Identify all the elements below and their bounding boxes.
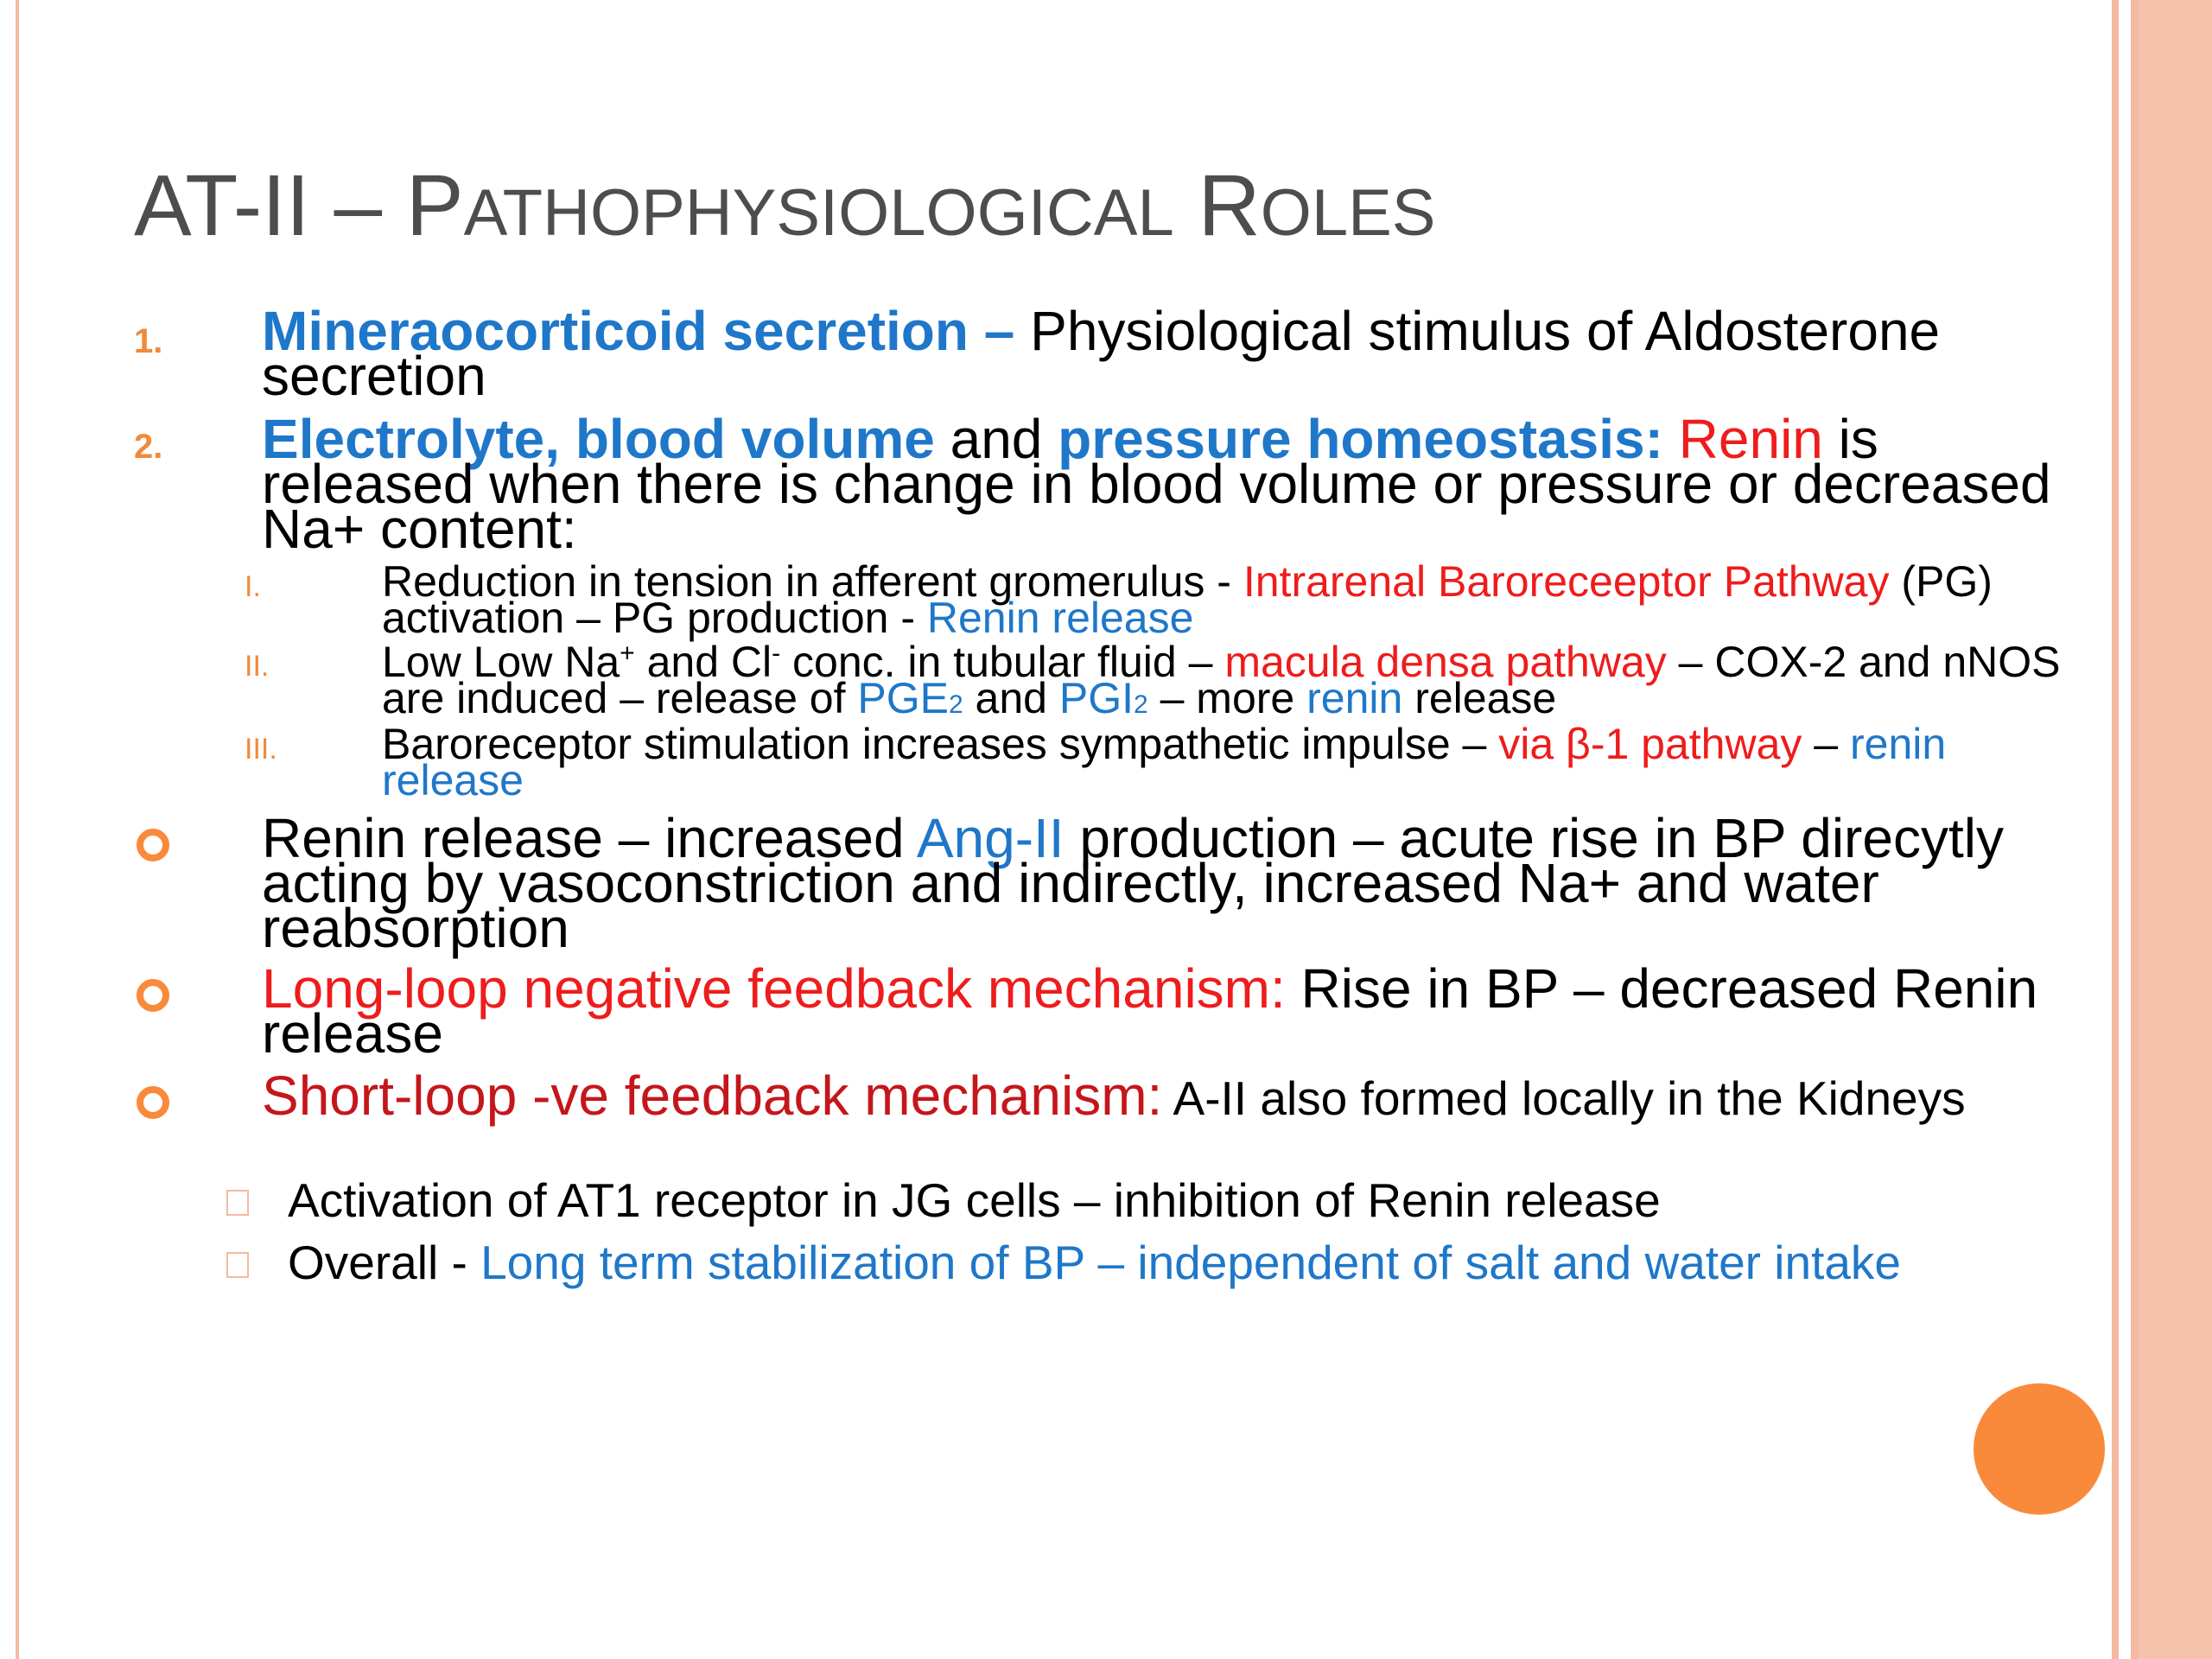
square-item-2: Overall - Long term stabilization of BP – independent of salt and water intake bbox=[288, 1236, 1902, 1289]
orange-circle-decoration bbox=[1974, 1383, 2105, 1515]
list-marker-2: 2. bbox=[134, 428, 163, 466]
sub-item-2: Low Low Na+ and Cl- conc. in tubular fluid – macula densa pathway – COX-2 and nNOS are induced – release of PGE2 and PGI2 – more renin release bbox=[382, 638, 2061, 722]
left-border-line bbox=[16, 0, 19, 1659]
list-marker-1: 1. bbox=[134, 322, 163, 360]
list-item-1: Mineraocorticoid secretion – Physiological stimulus of Aldosterone secretion bbox=[262, 300, 1941, 407]
sub-marker-1: I. bbox=[245, 570, 261, 603]
bullet-circle-2 bbox=[137, 979, 169, 1012]
square-marker-2 bbox=[226, 1252, 249, 1278]
square-item-1: Activation of AT1 receptor in JG cells – inhibition of Renin release bbox=[288, 1173, 1661, 1227]
bullet-item-1: Renin release – increased Ang-II production – acute rise in BP direcytly acting by vasoconstriction and indirectly, increased Na+ and water reabsorption bbox=[262, 807, 2004, 959]
square-marker-1 bbox=[226, 1190, 249, 1216]
sub-marker-2: II. bbox=[245, 650, 270, 683]
sub-item-3: Baroreceptor stimulation increases sympathetic impulse – via β-1 pathway – renin release bbox=[382, 720, 1947, 804]
right-border-line-inner bbox=[2112, 0, 2119, 1659]
bullet-item-3: Short-loop -ve feedback mechanism: A-II also formed locally in the Kidneys bbox=[262, 1065, 1966, 1127]
bullet-item-2: Long-loop negative feedback mechanism: Rise in BP – decreased Renin release bbox=[262, 957, 2038, 1065]
bullet-circle-3 bbox=[137, 1086, 169, 1119]
bullet-circle-1 bbox=[137, 829, 169, 861]
sub-item-1: Reduction in tension in afferent gromerulus - Intrarenal Baroreceeptor Pathway (PG) activation – PG production - Renin release bbox=[382, 557, 1993, 642]
right-border-gap bbox=[2119, 0, 2131, 1659]
right-border-line-outer bbox=[2131, 0, 2139, 1659]
right-border-band bbox=[2139, 0, 2212, 1659]
slide-title: AT-II – PATHOPHYSIOLOGICAL ROLES bbox=[134, 157, 1436, 254]
sub-marker-3: III. bbox=[245, 733, 277, 766]
list-item-2: Electrolyte, blood volume and pressure homeostasis: Renin is released when there is change in blood volume or pressure or decreased Na+ content: bbox=[262, 408, 2051, 560]
